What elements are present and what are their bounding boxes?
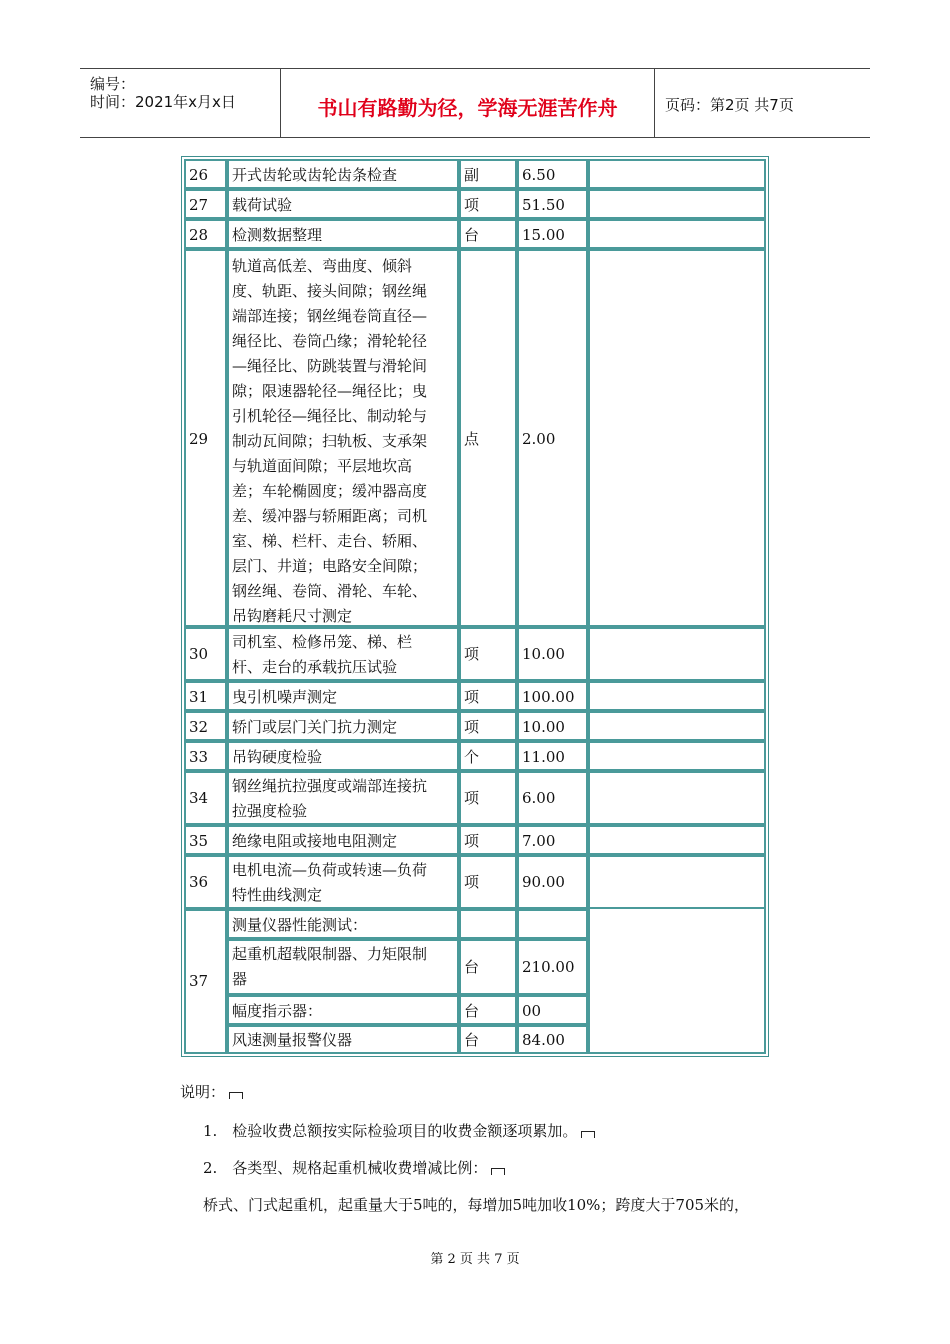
row-number: 35 [189,832,209,850]
time-label: 时间：2021年x月x日 [90,93,236,111]
item-price: 84.00 [522,1031,565,1049]
item-price: 00 [522,1002,542,1020]
item-line: 层门、井道；电路安全间隙； [232,557,428,575]
return-mark-icon [229,1092,243,1099]
item-unit: 个 [464,748,480,766]
remark-cell [588,741,766,771]
item-unit: 项 [464,718,480,736]
item-line: 隙；限速器轮径—绳径比；曳 [232,382,428,400]
item-unit: 项 [464,873,480,891]
item-name: 载荷试验 [232,196,293,214]
item-name: 吊钩硬度检验 [232,748,323,766]
row-number: 33 [189,748,209,766]
table-row [182,711,768,741]
item-unit: 项 [464,832,480,850]
row-number: 29 [189,430,209,448]
row-number: 30 [189,645,209,663]
item-unit: 台 [464,226,480,244]
item-line: 制动瓦间隙；扫轨板、支承架 [232,432,428,450]
item-name [232,942,455,992]
table-row [182,249,768,627]
return-mark-icon [491,1168,505,1175]
notes-heading: 说明： [180,1081,243,1102]
item-price: 210.00 [522,958,575,976]
return-mark-icon [581,1131,595,1138]
row-number: 32 [189,718,209,736]
item-line: 轨道高低差、弯曲度、倾斜 [232,257,413,275]
note-3: 桥式、门式起重机，起重量大于5吨的，每增加5吨加收10%；跨度大于705米的， [203,1196,750,1214]
item-unit: 项 [464,789,480,807]
note-1: 1. 检验收费总额按实际检验项目的收费金额逐项累加。 [203,1120,595,1141]
item-line: 器 [232,970,248,988]
table-row [182,219,768,249]
item-line: 电机电流—负荷或转速—负荷 [232,861,428,879]
remark-cell [588,249,766,627]
item-unit: 台 [464,1002,480,1020]
item-line: 差；车轮椭圆度；缓冲器高度 [232,482,428,500]
table-row [182,681,768,711]
remark-cell [588,909,766,1054]
row-number: 37 [189,972,209,990]
item-unit [459,909,517,939]
item-line: 差、缓冲器与轿厢距离；司机 [232,507,428,525]
item-price: 90.00 [522,873,565,891]
item-name: 风速测量报警仪器 [232,1031,353,1049]
item-name [232,774,455,824]
item-line: 钢丝绳抗拉强度或端部连接抗 [232,777,428,795]
remark-cell [588,627,766,681]
note-2: 2. 各类型、规格起重机械收费增减比例： [203,1157,505,1178]
item-name: 测量仪器性能测试： [232,916,368,934]
table-row [182,159,768,189]
remark-cell [588,711,766,741]
item-unit: 项 [464,688,480,706]
row-number: 27 [189,196,209,214]
item-name: 检测数据整理 [232,226,323,244]
item-price: 6.00 [522,789,556,807]
item-line: 室、梯、栏杆、走台、轿厢、 [232,532,428,550]
item-unit: 项 [464,196,480,214]
row-number: 28 [189,226,209,244]
table-row [182,189,768,219]
item-name: 幅度指示器： [232,1002,323,1020]
fee-table [181,156,769,1057]
table-row [182,741,768,771]
item-price: 100.00 [522,688,575,706]
page-label: 页码：第2页 共7页 [665,96,794,114]
item-name [232,858,455,908]
row-number: 34 [189,789,209,807]
item-name: 曳引机噪声测定 [232,688,338,706]
remark-cell [588,159,766,189]
table-row [182,855,768,909]
remark-cell [588,855,766,909]
page-footer: 第 2 页 共 7 页 [430,1252,520,1267]
item-price: 7.00 [522,832,556,850]
item-price: 10.00 [522,645,565,663]
item-unit: 副 [464,166,480,184]
remark-cell [588,189,766,219]
table-row [182,627,768,681]
item-line: 杆、走台的承载抗压试验 [232,658,398,676]
item-line: 特性曲线测定 [232,886,323,904]
page-header [80,68,870,138]
remark-cell [588,825,766,855]
item-price [517,909,588,939]
item-price: 11.00 [522,748,565,766]
row-number: 31 [189,688,209,706]
item-unit: 台 [464,1031,480,1049]
header-page-cell [655,69,870,137]
item-line: 引机轮径—绳径比、制动轮与 [232,407,428,425]
number-label: 编号： [90,75,136,93]
item-line: 拉强度检验 [232,802,308,820]
item-line: 端部连接；钢丝绳卷筒直径— [232,307,428,325]
remark-cell [588,219,766,249]
item-unit: 台 [464,958,480,976]
item-price: 51.50 [522,196,565,214]
item-price: 2.00 [522,430,556,448]
motto: 书山有路勤为径，学海无涯苦作舟 [317,96,618,120]
header-meta-cell [80,69,281,137]
item-line: 司机室、检修吊笼、梯、栏 [232,633,413,651]
remark-cell [588,681,766,711]
item-name: 轿门或层门关门抗力测定 [232,718,398,736]
item-unit: 点 [464,430,480,448]
item-name [232,254,455,627]
item-price: 10.00 [522,718,565,736]
item-name: 开式齿轮或齿轮齿条检查 [232,166,398,184]
item-unit: 项 [464,645,480,663]
item-line: 起重机超载限制器、力矩限制 [232,945,428,963]
header-motto-cell [281,69,655,137]
table-row [182,825,768,855]
table-row [182,771,768,825]
item-line: 吊钩磨耗尺寸测定 [232,607,353,625]
item-price: 15.00 [522,226,565,244]
row-number: 36 [189,873,209,891]
item-line: —绳径比、防跳装置与滑轮间 [232,357,428,375]
item-line: 与轨道面间隙；平层地坎高 [232,457,413,475]
item-name: 绝缘电阻或接地电阻测定 [232,832,398,850]
item-name [232,630,455,680]
item-line: 绳径比、卷筒凸缘；滑轮轮径 [232,332,428,350]
item-line: 钢丝绳、卷筒、滑轮、车轮、 [232,582,428,600]
item-price: 6.50 [522,166,556,184]
remark-cell [588,771,766,825]
item-line: 度、轨距、接头间隙；钢丝绳 [232,282,428,300]
row-number: 26 [189,166,209,184]
table-row [182,909,768,1054]
